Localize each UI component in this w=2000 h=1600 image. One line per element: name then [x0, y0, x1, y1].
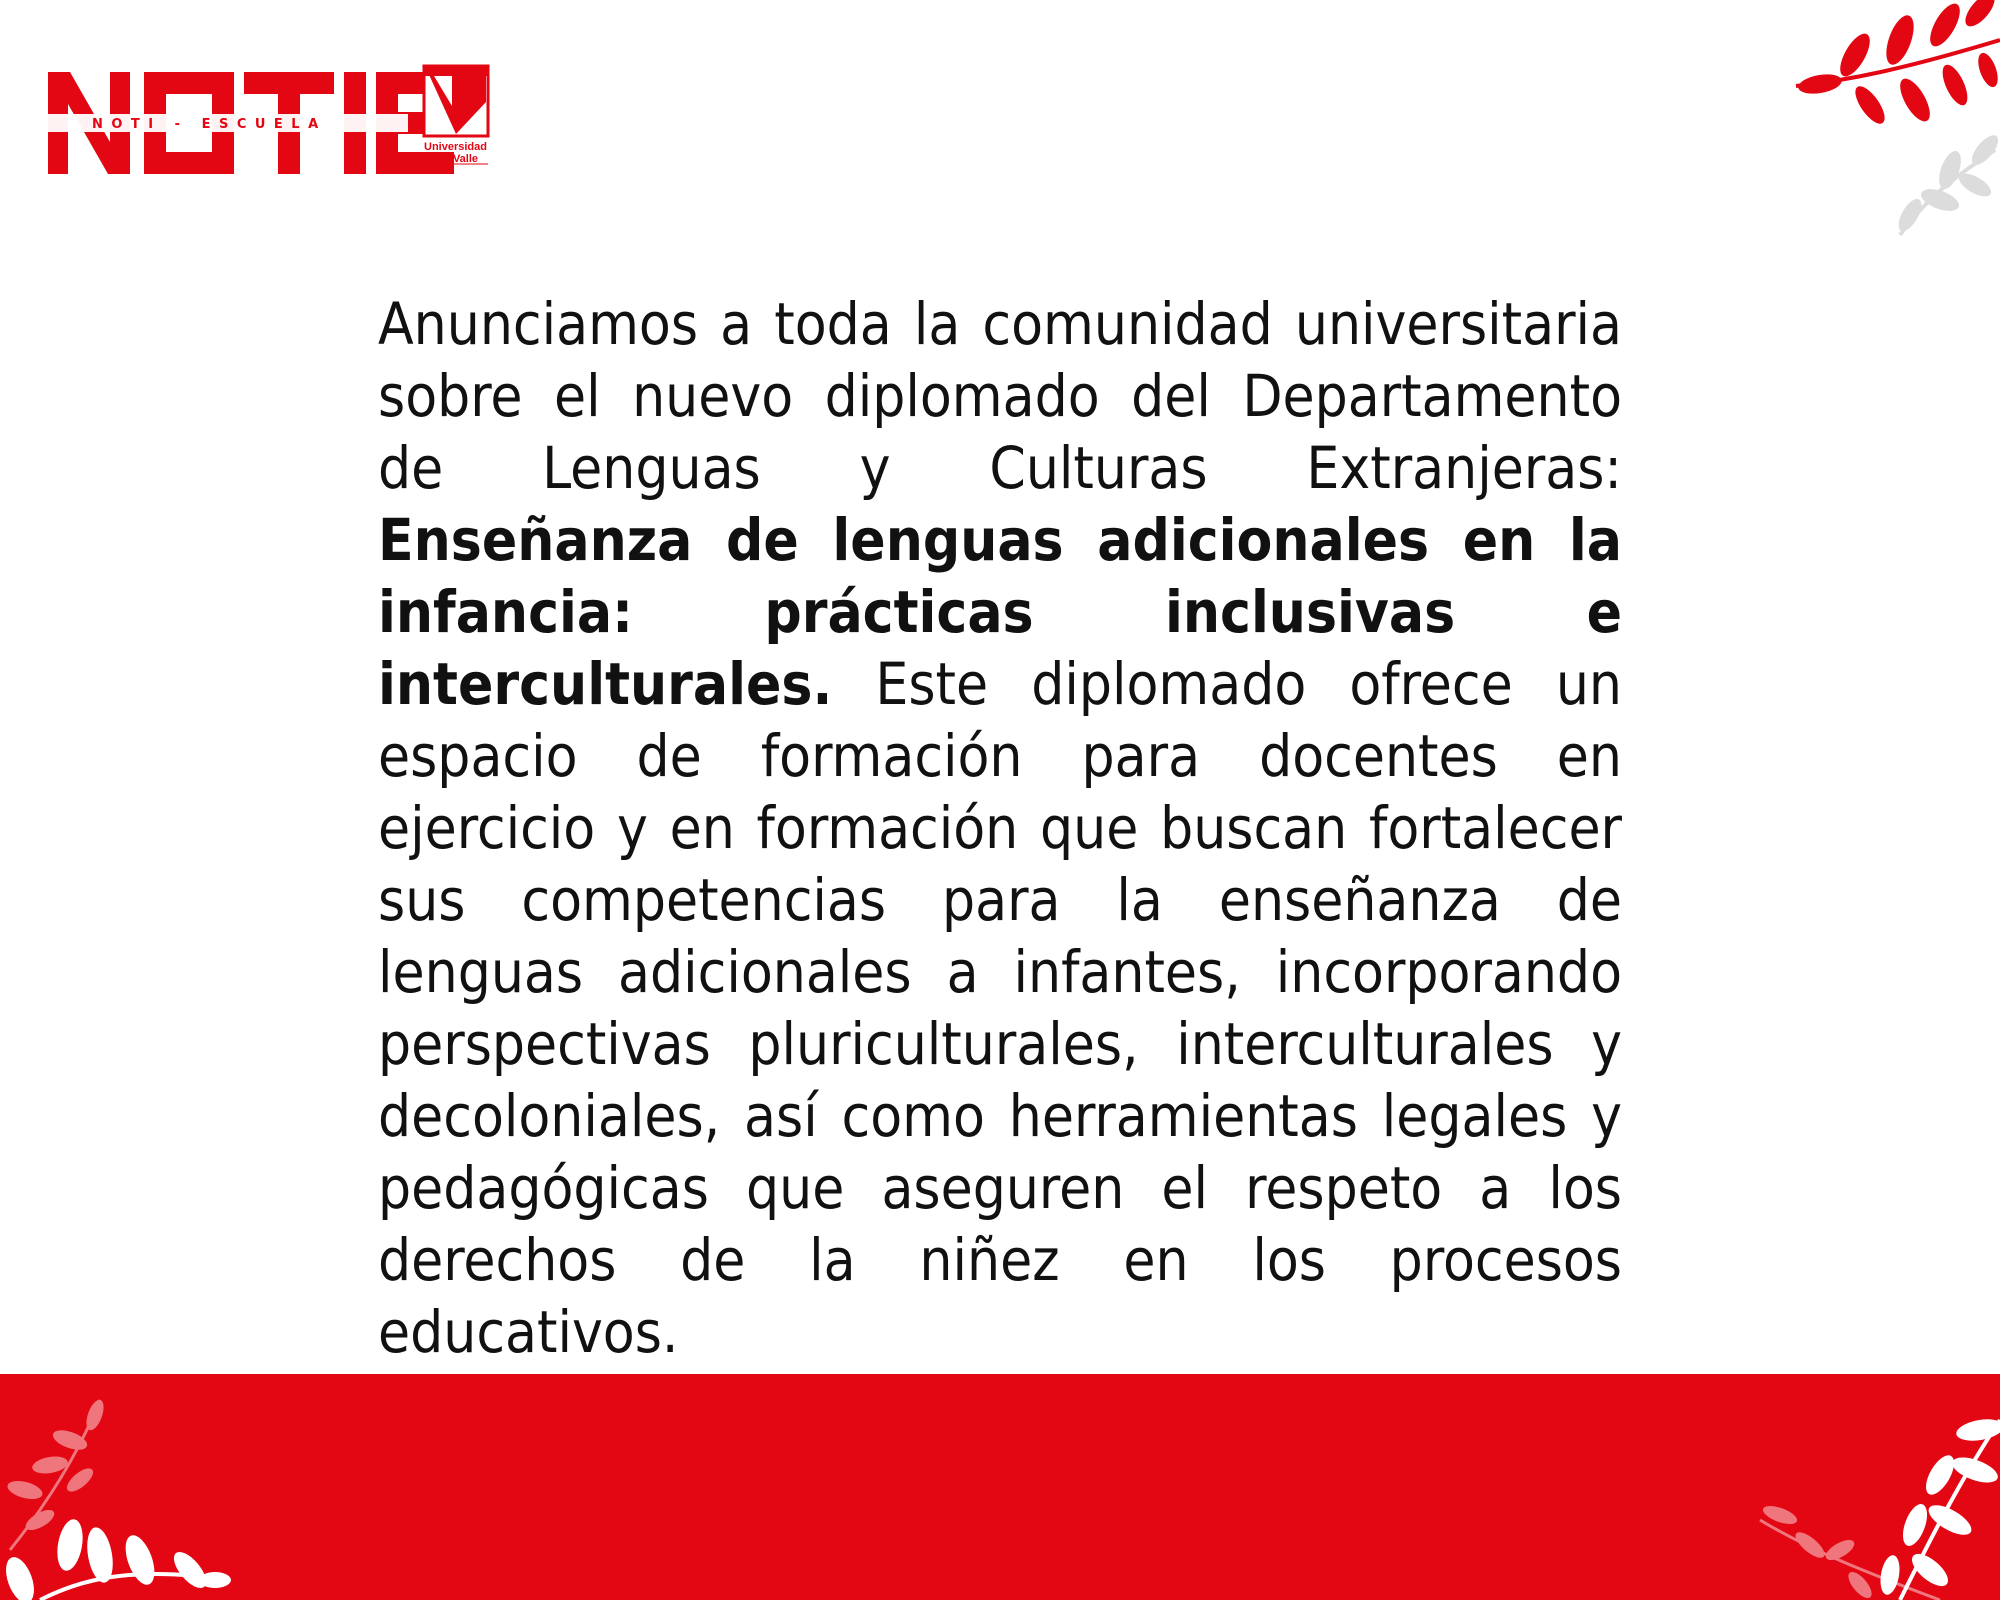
program-title: Enseñanza de lenguas adicionales en la infancia: prácticas inclusivas e interculturales. — [378, 506, 1622, 718]
leaf-branch-icon — [1740, 1400, 2000, 1600]
leaf-branch-icon — [1790, 0, 2000, 250]
logo-institution-line2: del Valle — [434, 153, 479, 165]
leaf-branch-icon — [0, 1380, 260, 1600]
notie-univalle-logo — [48, 62, 500, 188]
univalle-emblem — [424, 66, 488, 136]
announcement-text — [378, 288, 1622, 1368]
notie-logo — [48, 62, 500, 188]
leaf-decoration-top-right — [1790, 0, 2000, 250]
announcement-intro: Anunciamos a toda la comunidad universitaria sobre el nuevo diplomado del Departamento de Lenguas y Culturas Extranjeras: — [378, 290, 1622, 502]
logo-institution-line1: Universidad — [424, 141, 487, 153]
leaf-decoration-bottom-right — [1740, 1400, 2000, 1600]
logo-tagline: NOTI - ESCUELA — [92, 117, 327, 132]
footer-band — [0, 1374, 2000, 1600]
leaf-decoration-bottom-left — [0, 1380, 260, 1600]
announcement-description: Este diplomado ofrece un espacio de formación para docentes en ejercicio y en formación que buscan fortalecer sus competencias para la enseñanza de lenguas adicionales a infantes, incorporando perspectivas pluriculturales, interculturales y decoloniales, así como herramientas legales y pedagógicas que aseguren el respeto a los derechos de la niñez en los procesos educativos. — [378, 650, 1622, 1366]
